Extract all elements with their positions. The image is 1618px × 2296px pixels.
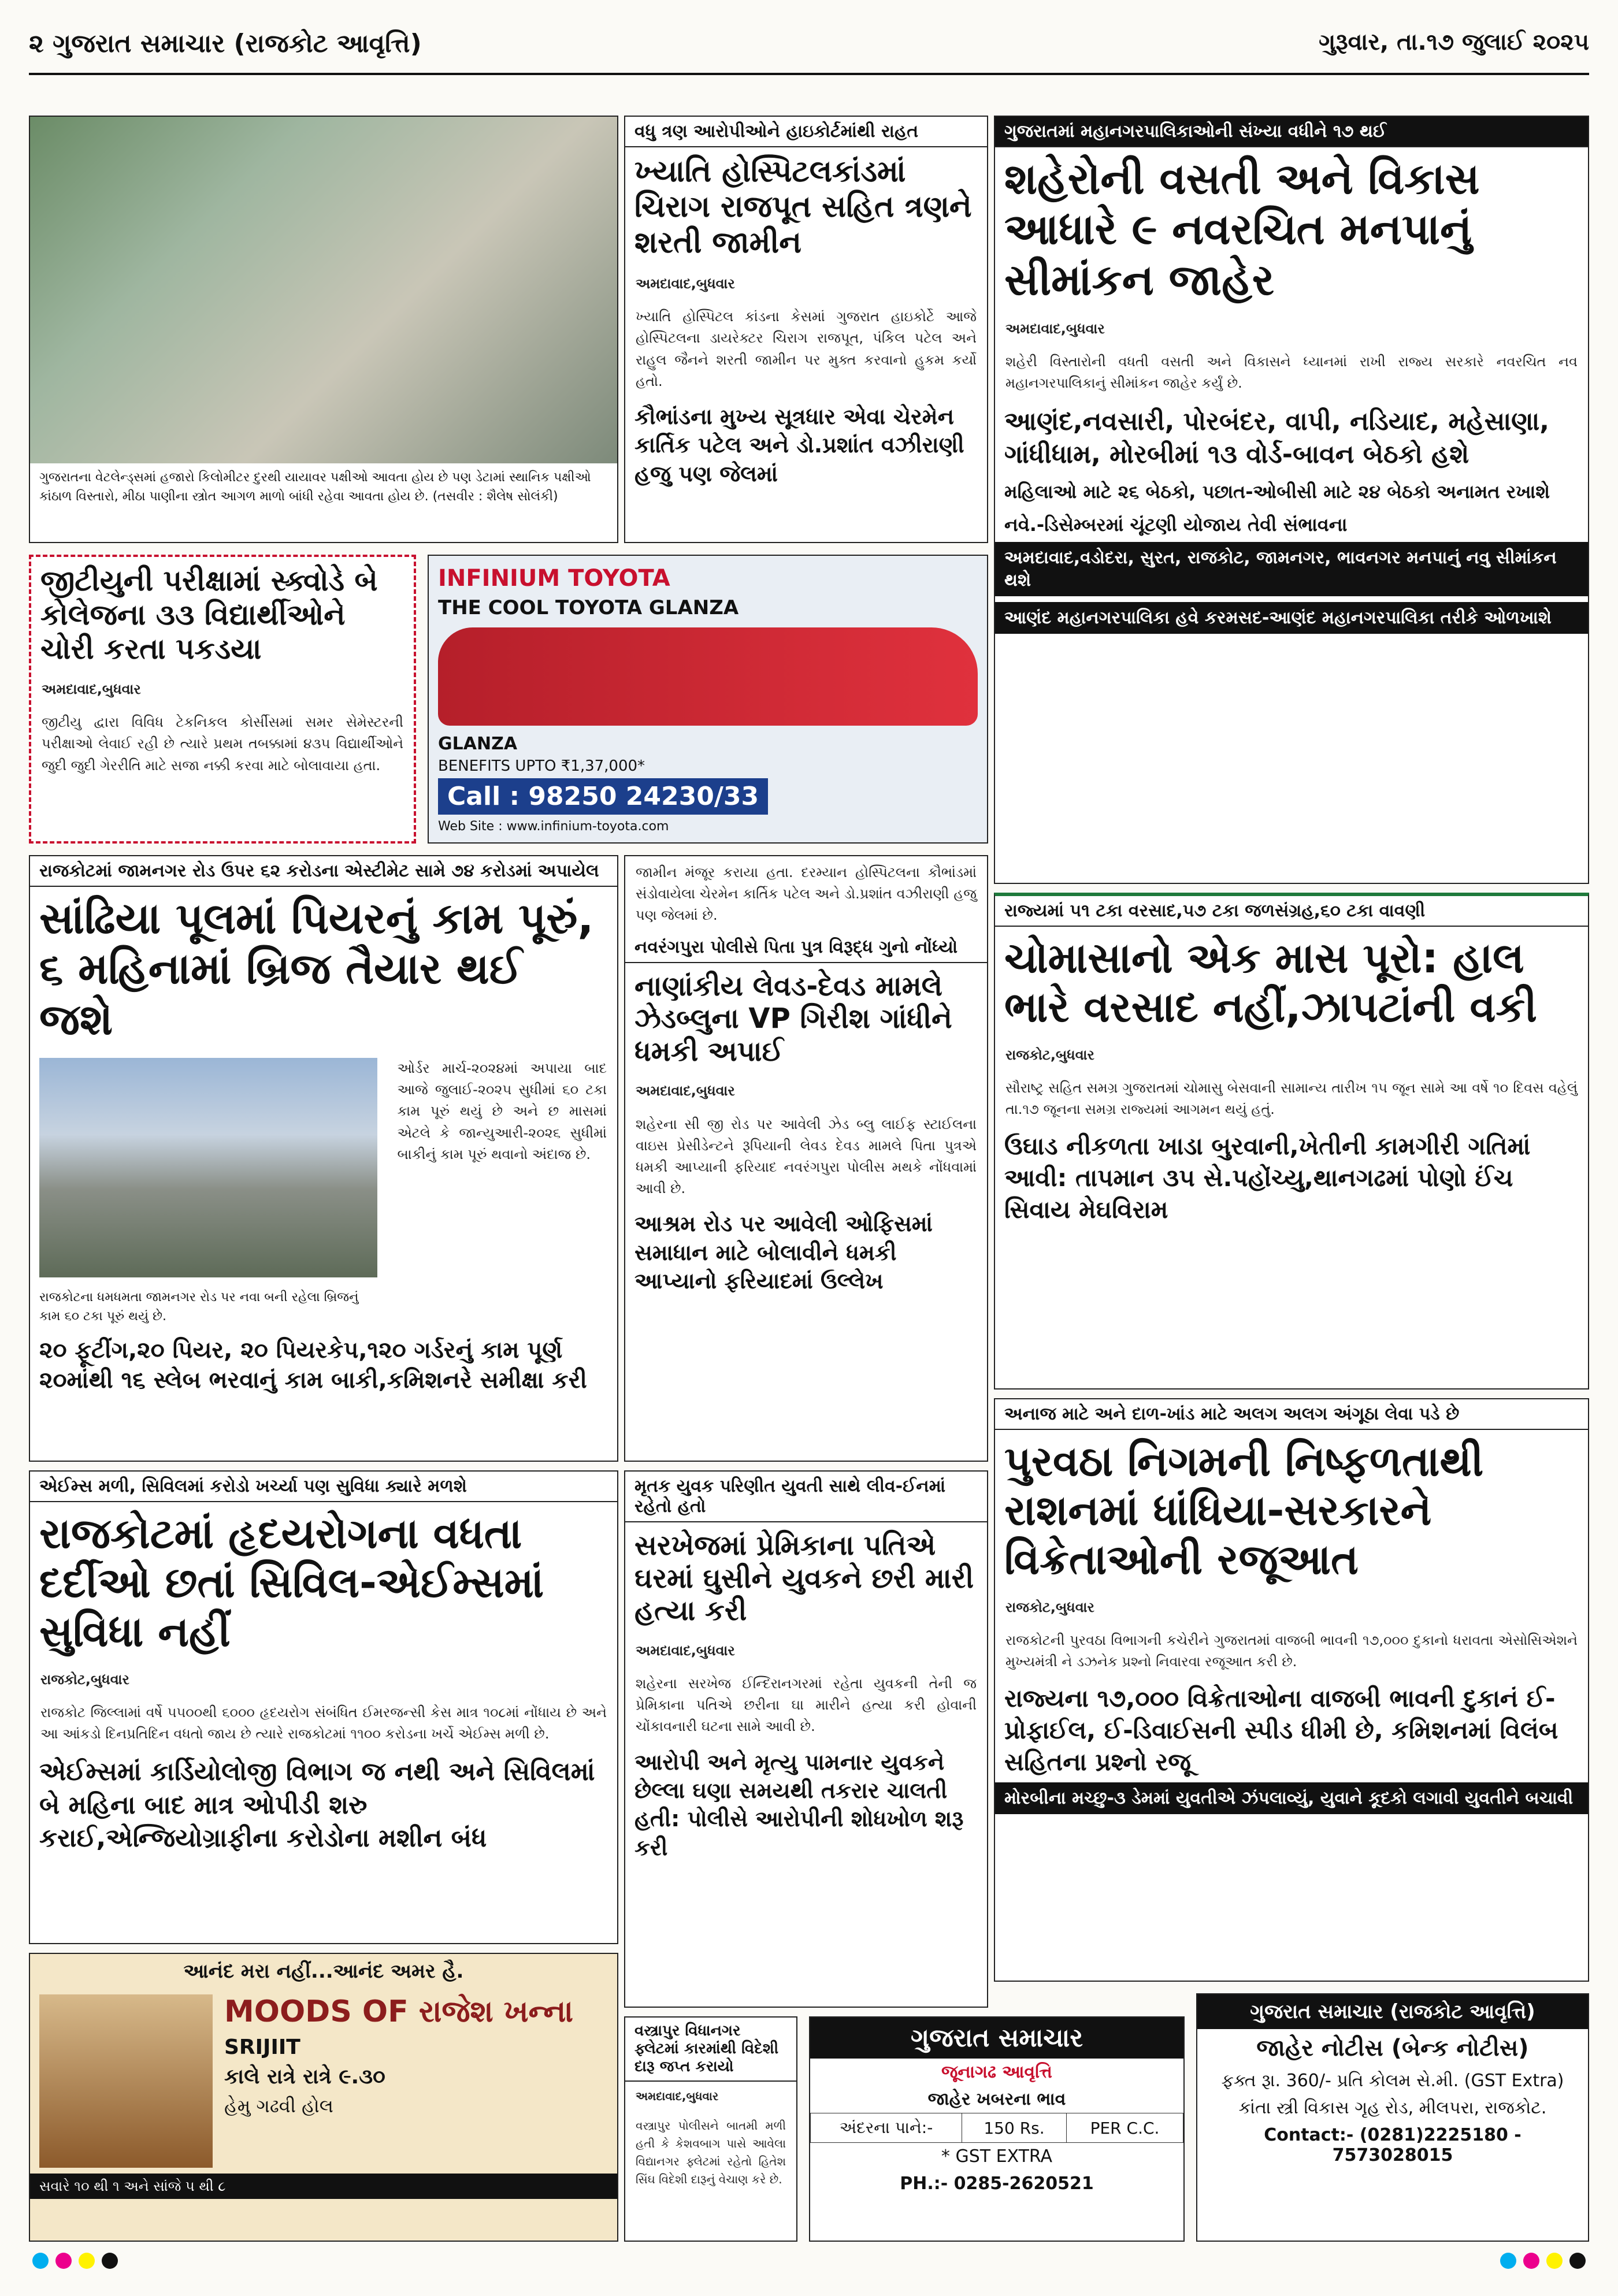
rate-paper: ગુજરાત સમાચાર xyxy=(810,2018,1183,2059)
notice-address: કાંતા સ્ત્રી વિકાસ ગૃહ રોડ, મીલપરા, રાજકોટ. xyxy=(1238,2098,1547,2118)
rain-headline: ચોમાસાનો એક માસ પૂરો: હાલ ભારે વરસાદ નહીં,ઝાપટાંની વકી xyxy=(1004,934,1537,1031)
car-image xyxy=(438,627,978,726)
naranpura-subhead: આશ્રમ રોડ પર આવેલી ઓફિસમાં સમાધાન માટે બોલાવીને ધમકી આપ્યાનો ફરિયાદમાં ઉલ્લેખ xyxy=(634,1211,933,1294)
car-ad-web: Web Site : www.infinium-toyota.com xyxy=(438,819,669,834)
hospital-headline: ખ્યાતિ હોસ્પિટલકાંડમાં ચિરાગ રાજપૂત સહિત ત્રણને શરતી જામીન xyxy=(634,154,972,260)
registration-dots-right xyxy=(1497,2253,1589,2271)
aiims-kicker: એઈમ્સ મળી, સિવિલમાં કરોડો ખર્ચ્યા પણ સુવિધા ક્યારે મળશે xyxy=(30,1472,617,1502)
rate-ad xyxy=(809,2016,1185,2242)
ration-body: રાજકોટની પુરવઠા વિભાગની કચેરીને ગુજરાતમાં વાજબી ભાવની ૧૭,૦૦૦ દુકાનો ધરાવતા એસોસિએશને મુખ્યમંત્રી ને ડઝનેક પ્રશ્નો નિવારવા રજૂઆત કરી છે. xyxy=(1005,1632,1578,1670)
sarkhej-subhead: આરોપી અને મૃત્યુ પામનાર યુવકને છેલ્લા ઘણા સમયથી તકરાર ચાલતી હતી: પોલીસે આરોપીની શોધખોળ શરૂ કરી xyxy=(634,1749,964,1860)
bridge-kicker: રાજકોટમાં જામનગર રોડ ઉપર ૬૨ કરોડના એસ્ટીમેટ સામે ૭૪ કરોડમાં અપાયેલ xyxy=(30,856,617,887)
notice-paper: ગુજરાત સમાચાર (રાજકોટ આવૃત્તિ) xyxy=(1197,1994,1588,2029)
rate-label: જાહેર ખબરના ભાવ xyxy=(927,2089,1066,2109)
aiims-headline: રાજકોટમાં હૃદયરોગના વધતા દર્દીઓ છતાં સિવિલ-એઈમ્સમાં સુવિધા નહીં xyxy=(39,1509,544,1656)
issue-date: ગુરૂવાર, તા.૧૭ જુલાઈ ૨૦૨૫ xyxy=(1319,29,1589,55)
photo-caption: ગુજરાતના વેટલેન્ડ્સમાં હજારો કિલોમીટર દુરથી યાયાવર પક્ષીઓ આવતા હોય છે પણ ડેટામાં સ્થાનિક પક્ષીઓ કાંઠાળ વિસ્તારો, મીઠા પાણીના સ્ત્રોત આગળ માળો બાંધી રહેવા આવતા હોય છે. (તસવીર : શૈલેષ સોલંકી) xyxy=(30,463,617,511)
municipal-highlight: અમદાવાદ,વડોદરા, સુરત, રાજકોટ, જામનગર, ભાવનગર મનપાનું નવુ સીમાંકન થશે xyxy=(995,542,1588,596)
naranpura-body: શહેરના સી જી રોડ પર આવેલી ઝેડ બ્લુ લાઈફ સ્ટાઈલના વાઇસ પ્રેસીડેન્ટને રૂપિયાની લેવડ દેવડ મામલે પિતા પુત્રએ ધમકી આપ્યાની ફરિયાદ નવરંગપુરા પોલીસ મથકે નોંધવામાં આવી છે. xyxy=(636,1116,977,1197)
liquor-story xyxy=(624,2016,797,2242)
hospital-body: ખ્યાતિ હોસ્પિટલ કાંડના કેસમાં ગુજરાત હાઇકોર્ટે આજે હોસ્પિટલના ડાયરેક્ટર ચિરાગ રાજપૂત, પંકિલ પટેલ અને રાહુલ જૈનને શરતી જામીન પર મુક્ત કરવાનો હુકમ કર્યો હતો. xyxy=(636,309,977,389)
aiims-story xyxy=(29,1470,618,1944)
concert-ad xyxy=(29,1953,618,2242)
sarkhej-body: શહેરના સરખેજ ઈન્દિરાનગરમાં રહેતા યુવકની તેની જ પ્રેમિકાના પતિએ છરીના ઘા મારીને હત્યા કરી હોવાની ચોંકાવનારી ઘટના સામે આવી છે. xyxy=(636,1675,977,1735)
bail-body: જામીન મંજૂર કરાયા હતા. દરમ્યાન હોસ્પિટલના કૌભાંડમાં સંડોવાયેલા ચેરમેન કાર્તિક પટેલ અને ડો.પ્રશાંત વઝીરાણી હજુ પણ જેલમાં છે. xyxy=(636,864,977,924)
naranpura-dateline: અમદાવાદ,બુધવાર xyxy=(636,1083,735,1099)
concert-timing: કાલે રાત્રે રાત્રે ૯.૩૦ xyxy=(224,2065,385,2089)
concert-portrait xyxy=(39,1994,213,2168)
page-folio: ૨ ગુજરાત સમાચાર (રાજકોટ આવૃત્તિ) xyxy=(29,29,422,58)
ration-kicker: અનાજ માટે અને દાળ-ખાંડ માટે અલગ અલગ અંગૂઠા લેવા પડે છે xyxy=(995,1399,1588,1430)
morbi-subhead: મોરબીના મચ્છુ-૩ ડેમમાં યુવતીએ ઝંપલાવ્યું, યુવાને કૂદકો લગાવી યુવતીને બચાવી xyxy=(995,1782,1588,1814)
hospital-dateline: અમદાવાદ,બુધવાર xyxy=(636,276,735,292)
bridge-subhead: ૨૦ ફૂટીંગ,૨૦ પિયર, ૨૦ પિયરકેપ,૧૨૦ ગર્ડરનું કામ પૂર્ણ ૨૦માંથી ૧૬ સ્લેબ ભરવાનું કામ બાકી,કમિશનરે સમીક્ષા કરી xyxy=(39,1336,587,1394)
liquor-dateline: અમદાવાદ,બુધવાર xyxy=(636,2089,719,2103)
concert-title: આનંદ મરા નહીં...આનંદ અમર હૈ. xyxy=(183,1960,464,1983)
notice-title: જાહેર નોટીસ (બેન્ક નોટીસ) xyxy=(1256,2035,1529,2061)
ration-story xyxy=(994,1398,1589,1982)
concert-footer: સવારે ૧૦ થી ૧ અને સાંજે ૫ થી ૮ xyxy=(30,2174,617,2199)
concert-show: MOODS OF રાજેશ ખન્ના xyxy=(224,1994,573,2029)
rate-cell: 150 Rs. xyxy=(962,2113,1066,2143)
car-ad-tagline: THE COOL TOYOTA GLANZA xyxy=(438,596,739,619)
naranpura-kicker: નવરંગપુરા પોલીસે પિતા પુત્ર વિરૂદ્ધ ગુનો નોંધ્યો xyxy=(625,932,987,963)
rate-cell: અંદરના પાને:- xyxy=(811,2113,962,2143)
rain-subhead: ઉઘાડ નીકળતા ખાડા બુરવાની,ખેતીની કામગીરી ગતિમાં આવી: તાપમાન ૩૫ સે.પહોંચ્યુ,થાનગઢમાં પોણો ઈંચ સિવાય મેઘવિરામ xyxy=(1004,1132,1531,1224)
photo-story xyxy=(29,116,618,543)
masthead xyxy=(29,12,1589,75)
bridge-photo-caption: રાજકોટના ધમધમતા જામનગર રોડ પર નવા બની રહેલા બ્રિજનું કામ ૬૦ ટકા પૂરું થયું છે. xyxy=(30,1283,387,1331)
notice-price: ફક્ત રૂા. 360/- પ્રતિ કોલમ સે.મી. (GST Extra) xyxy=(1221,2071,1564,2091)
naranpura-story xyxy=(624,855,988,1462)
municipal-headline: શહેરોની વસતી અને વિકાસ આધારે ૯ નવરચિત મનપાનું સીમાંકન જાહેર xyxy=(1004,154,1480,305)
rain-story xyxy=(994,893,1589,1390)
rate-cell: PER C.C. xyxy=(1067,2113,1183,2143)
hospital-kicker: વધુ ત્રણ આરોપીઓને હાઇકોર્ટમાંથી રાહત xyxy=(625,117,987,147)
hospital-story xyxy=(624,116,988,543)
bridge-photo xyxy=(39,1058,377,1277)
registration-dots-left xyxy=(29,2253,121,2271)
ration-headline: પુરવઠા નિગમની નિષ્ફળતાથી રાશનમાં ધાંધિયા-સરકારને વિક્રેતાઓની રજૂઆત xyxy=(1004,1437,1484,1584)
municipal-highlight2: આણંદ મહાનગરપાલિકા હવે કરમસદ-આણંદ મહાનગરપાલિકા તરીકે ઓળખાશે xyxy=(995,602,1588,634)
aiims-body: રાજકોટ જિલ્લામાં વર્ષે ૫૫૦૦થી ૬૦૦૦ હૃદયરોગ સંબંધિત ઈમરજન્સી કેસ માત્ર ૧૦૮માં નોંધાય છે અને આ આંકડો દિનપ્રતિદિન વધતો જાય છે ત્યારે રાજકોટમાં ૧૧૦૦ કરોડના ખર્ચે એઈમ્સ મળી છે. xyxy=(40,1704,607,1743)
car-ad-benefit: BENEFITS UPTO ₹1,37,000* xyxy=(438,757,645,775)
municipal-body: શહેરી વિસ્તારોની વધતી વસતી અને વિકાસને ધ્યાનમાં રાખી રાજ્ય સરકારે નવરચિત નવ મહાનગરપાલિકાનું સીમાંકન જાહેર કર્યું છે. xyxy=(1005,354,1578,392)
car-ad-phone: Call : 98250 24230/33 xyxy=(438,778,768,815)
sarkhej-story xyxy=(624,1470,988,2008)
rate-table xyxy=(810,2113,1183,2143)
car-ad-brand: INFINIUM TOYOTA xyxy=(438,565,670,592)
rate-edition: જૂનાગઢ આવૃત્તિ xyxy=(941,2062,1052,2082)
registration-bar xyxy=(29,2247,1589,2276)
gtu-dateline: અમદાવાદ,બુધવાર xyxy=(42,681,141,697)
sarkhej-headline: સરખેજમાં પ્રેમિકાના પતિએ ઘરમાં ઘુસીને યુવકને છરી મારી હત્યા કરી xyxy=(634,1529,974,1628)
sarkhej-dateline: અમદાવાદ,બુધવાર xyxy=(636,1642,735,1659)
liquor-kicker: વસ્ત્રાપુર વિધાનગર ફ્લેટમાં કારમાંથી વિદેશી દારૂ જપ્ત કરાયો xyxy=(625,2018,796,2082)
municipal-side-sub2: નવે.-ડિસેમ્બરમાં ચૂંટણી યોજાય તેવી સંભાવના xyxy=(1004,514,1348,536)
sarkhej-kicker: મૃતક યુવક પરિણીત યુવતી સાથે લીવ-ઈનમાં રહેતો હતો xyxy=(625,1472,987,1522)
ration-subhead: રાજ્યના ૧૭,૦૦૦ વિક્રેતાઓના વાજબી ભાવની દુકાનં ઈ-પ્રોફાઈલ, ઈ-ડિવાઈસની સ્પીડ ધીમી છે, કમિશનમાં વિલંબ સહિતના પ્રશ્નો રજૂ xyxy=(1004,1684,1558,1776)
bridge-story xyxy=(29,855,618,1462)
notice-contact: Contact:- (0281)2225180 - 7573028015 xyxy=(1264,2125,1521,2165)
naranpura-headline: નાણાંકીય લેવડ-દેવડ મામલે ઝેડબ્લુના VP ગિરીશ ગાંધીને ધમકી અપાઈ xyxy=(634,969,952,1068)
bridge-body: ઓર્ડર માર્ચ-૨૦૨૪માં અપાયા બાદ આજે જુલાઈ-૨૦૨૫ સુધીમાં ૬૦ ટકા કામ પૂરું થયું છે અને છ માસમાં એટલે કે જાન્યુઆરી-૨૦૨૬ સુધીમાં બાકીનું કામ પૂરું થવાનો અંદાજ છે. xyxy=(397,1060,607,1162)
aiims-subhead: એઈમ્સમાં કાર્ડિયોલોજી વિભાગ જ નથી અને સિવિલમાં બે મહિના બાદ માત્ર ઓપીડી શરુ કરાઈ,એન્જિયોગ્રાફીના કરોડોના મશીન બંધ xyxy=(39,1757,595,1853)
municipal-dateline: અમદાવાદ,બુધવાર xyxy=(1005,320,1105,337)
car-ad xyxy=(428,555,988,844)
rain-kicker: રાજ્યમાં ૫૧ ટકા વરસાદ,૫૭ ટકા જળસંગ્રહ,૬૦ ટકા વાવણી xyxy=(995,896,1588,927)
rate-phone: PH.:- 0285-2620521 xyxy=(900,2174,1094,2194)
aiims-dateline: રાજકોટ,બુધવાર xyxy=(40,1671,129,1688)
liquor-body: વસ્ત્રાપુર પોલીસને બાતમી મળી હતી કે કેશવબાગ પાસે આવેલા વિદ્યાનગર ફ્લેટમાં રહેતો હિતેશ સિંઘ વિદેશી દારૂનું વેચાણ કરે છે. xyxy=(636,2119,786,2186)
birds-photo xyxy=(30,117,617,463)
ration-dateline: રાજકોટ,બુધવાર xyxy=(1005,1599,1094,1615)
municipal-story xyxy=(994,116,1589,884)
car-ad-model: GLANZA xyxy=(438,734,518,754)
municipal-kicker: ગુજરાતમાં મહાનગરપાલિકાઓની સંખ્યા વધીને ૧૭ થઈ xyxy=(995,117,1588,147)
rain-dateline: રાજકોટ,બુધવાર xyxy=(1005,1046,1094,1063)
gtu-body: જીટીયુ દ્વારા વિવિધ ટેકનિકલ કોર્સીસમાં સમર સેમેસ્ટરની પરીક્ષાઓ લેવાઈ રહી છે ત્યારે પ્રથમ તબક્કામાં ૪૩૫ વિદ્યાર્થીઓને જુદી જુદી ગેરરીતિ માટે સજા નક્કી કરવા માટે બોલાવાયા હતા. xyxy=(42,714,403,774)
municipal-side-sub1: મહિલાઓ માટે ૨૬ બેઠકો, પછાત-ઓબીસી માટે ૨૪ બેઠકો અનામત રખાશે xyxy=(1004,480,1550,503)
bridge-headline: સાંઢિયા પૂલમાં પિયરનું કામ પૂરું, ૬ મહિનામાં બ્રિજ તૈયાર થઈ જશે xyxy=(39,894,594,1045)
rate-gst: * GST EXTRA xyxy=(941,2146,1053,2167)
municipal-subhead: આણંદ,નવસારી, પોરબંદર, વાપી, નડિયાદ, મહેસાણા, ગાંધીધામ, મોરબીમાં ૧૩ વોર્ડ-બાવન બેઠકો હશે xyxy=(1004,406,1549,469)
concert-venue: હેમુ ગઢવી હોલ xyxy=(224,2095,333,2117)
notice-ad xyxy=(1196,1993,1589,2242)
gtu-story xyxy=(29,555,416,844)
concert-singer: SRIJIIT xyxy=(224,2035,300,2059)
gtu-headline: જીટીયુની પરીક્ષામાં સ્ક્વોડે બે કોલેજના ૩૩ વિદ્યાર્થીઓને ચોરી કરતા પકડયા xyxy=(40,564,378,666)
hospital-subhead: કૌભાંડના મુખ્ય સૂત્રધાર એવા ચેરમેન કાર્તિક પટેલ અને ડો.પ્રશાંત વઝીરાણી હજુ પણ જેલમાં xyxy=(634,404,964,486)
rain-body: સૌરાષ્ટ્ર સહિત સમગ્ર ગુજરાતમાં ચોમાસુ બેસવાની સામાન્ય તારીખ ૧૫ જૂન સામે આ વર્ષે ૧૦ દિવસ વહેલું તા.૧૭ જૂનના સમગ્ર રાજ્યમાં આગમન થયું હતું. xyxy=(1005,1080,1578,1118)
